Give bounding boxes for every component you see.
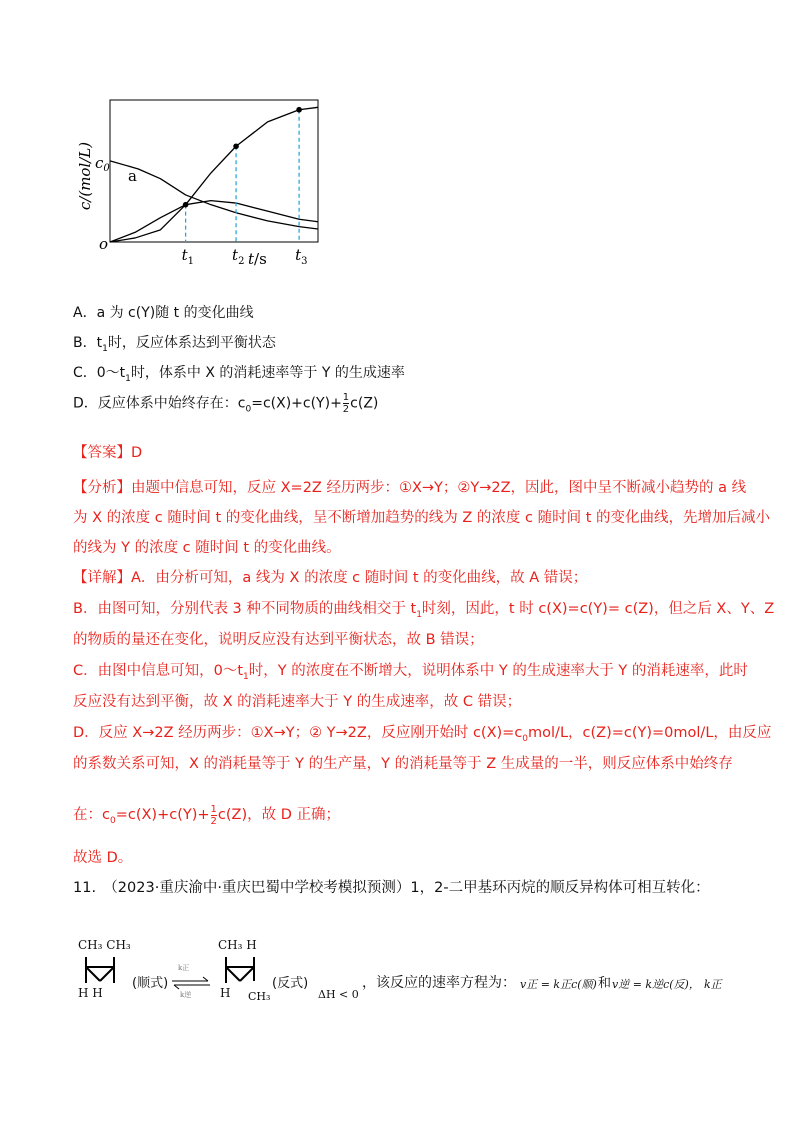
trans-top-groups: CH₃ H (218, 938, 257, 952)
cis-bottom-groups: H H (78, 986, 103, 1000)
detail-line-c1 (73, 659, 748, 682)
markers-group (183, 107, 302, 242)
c0-label: $c_0$ (95, 154, 110, 174)
detail-line-b1 (73, 597, 774, 620)
x-axis-label: t/s (248, 250, 267, 268)
tick-label-1: $t_1$ (181, 246, 195, 267)
option-d (73, 392, 378, 415)
curve-a-label: a (128, 167, 137, 185)
answer-label: 【答案】 (73, 445, 131, 461)
series-line-1 (110, 161, 318, 229)
detail-a-text: A．由分析可知，a 线为 X 的浓度 c 随时间 t 的变化曲线，故 A 错误； (131, 570, 588, 586)
trans-bottom-ch3: CH₃ (248, 990, 271, 1003)
c0-sub: 0 (103, 163, 110, 174)
option-b-post: 时，反应体系达到平衡状态 (107, 335, 276, 351)
tick-labels (182, 246, 308, 267)
detail-d3-num: 1 (210, 803, 217, 815)
option-d-num: 1 (342, 392, 350, 403)
marker-point-1 (183, 202, 189, 208)
option-d-pre: D．反应体系中始终存在：c (73, 395, 246, 412)
plot-frame (110, 100, 318, 242)
detail-d1-sub: 0 (522, 733, 529, 744)
detail-b1-sub: 1 (416, 609, 422, 620)
option-c-post: 时，体系中 X 的消耗速率等于 Y 的生成速率 (130, 365, 405, 381)
forward-rate-equation: v正 = k正c(顺) (520, 978, 597, 991)
rate-equation-intro: ，该反应的速率方程为： (362, 975, 516, 991)
tick-label-2: $t_2$ (232, 246, 245, 267)
series-line-3 (110, 107, 318, 242)
delta-h: ΔH < 0 (318, 988, 359, 1001)
detail-line-b2: 的物质的量还在变化，说明反应没有达到平衡状态，故 B 错误； (73, 632, 484, 648)
trans-cyclopropane-ring (222, 955, 262, 987)
question-11-line: 11. （2023·重庆渝中·重庆巴蜀中学校考模拟预测）1，2-二甲基环丙烷的顺反异构体可相互转化： (73, 880, 710, 896)
marker-point-3 (296, 107, 302, 113)
and-text: 和 (598, 976, 612, 991)
detail-c1-post: 时，Y 的浓度在不断增大，说明体系中 Y 的生成速率大于 Y 的消耗速率，此时 (248, 663, 748, 679)
reverse-rate-equation: v逆 = k逆c(反)， (612, 978, 700, 991)
option-d-den: 2 (342, 404, 350, 415)
detail-d3-mid: =c(X)+c(Y)+ (115, 807, 210, 823)
arrow-top-k: k正 (178, 964, 190, 972)
detail-d3-post: c(Z)，故 D 正确； (217, 807, 341, 823)
detail-b1-post: 时刻，因此，t 时 c(X)=c(Y)= c(Z)，但之后 X、Y、Z (421, 601, 775, 617)
detail-d3-sub: 0 (109, 815, 116, 826)
detail-line-c2: 反应没有达到平衡，故 X 的消耗速率大于 Y 的生成速率，故 C 错误； (73, 694, 522, 710)
analysis-line-2: 为 X 的浓度 c 随时间 t 的变化曲线，呈不断增加趋势的线为 Z 的浓度 c 随时间 t 的变化曲线，先增加后减小 (73, 510, 770, 526)
trans-bottom-h: H (220, 986, 231, 1000)
option-d-sub: 0 (245, 404, 252, 415)
tick-label-3: $t_3$ (295, 246, 308, 267)
option-c-sub: 1 (125, 373, 131, 384)
detail-d3-fraction (211, 804, 217, 827)
analysis-label: 【分析】 (73, 480, 131, 496)
detail-b1-pre: B．由图可知，分别代表 3 种不同物质的曲线相交于 t (73, 601, 417, 617)
detail-d3-den: 2 (210, 815, 217, 827)
analysis-line-1 (73, 476, 746, 497)
option-c (73, 362, 405, 384)
trans-label: (反式) (272, 976, 309, 991)
y-axis-label: c/(mol/L) (76, 141, 94, 211)
option-b-pre: B．t (73, 335, 103, 351)
detail-d1-post: mol/L，c(Z)=c(Y)=0mol/L，由反应 (528, 725, 772, 741)
detail-line-d3 (73, 803, 340, 827)
analysis-line-3: 的线为 Y 的浓度 c 随时间 t 的变化曲线。 (73, 540, 341, 556)
option-a: A．a 为 c(Y)随 t 的变化曲线 (73, 305, 254, 321)
k-forward: k正 (704, 978, 722, 991)
conclusion-line: 故选 D。 (73, 850, 133, 866)
option-d-mid: =c(X)+c(Y)+ (251, 395, 342, 412)
option-c-pre: C．0～t (73, 365, 126, 381)
analysis-text-1: 由题中信息可知，反应 X=2Z 经历两步：①X→Y；②Y→2Z，因此，图中呈不断减小趋势的 a 线 (131, 480, 747, 496)
cis-label: (顺式) (132, 976, 169, 991)
marker-point-2 (233, 143, 239, 149)
detail-c1-sub: 1 (243, 671, 249, 682)
cis-top-groups: CH₃ CH₃ (78, 938, 131, 952)
answer-value: D (131, 445, 143, 461)
detail-d1-pre: D．反应 X→2Z 经历两步：①X→Y；② Y→2Z，反应刚开始时 c(X)=c (73, 725, 523, 741)
origin-label: o (99, 235, 109, 253)
option-d-fraction (343, 392, 349, 415)
detail-line-a (73, 566, 587, 587)
arrow-bottom-k: k逆 (180, 991, 192, 999)
detail-label: 【详解】 (73, 570, 131, 586)
answer-line (73, 441, 142, 462)
detail-line-d2: 的系数关系可知，X 的消耗量等于 Y 的生产量，Y 的消耗量等于 Z 生成量的一半，则反应体系中始终存 (73, 756, 733, 772)
option-b (73, 332, 276, 354)
option-b-sub: 1 (102, 343, 108, 354)
detail-d3-pre: 在：c (73, 807, 110, 823)
option-d-post: c(Z) (350, 395, 379, 412)
series-group (110, 107, 318, 242)
detail-line-d1 (73, 721, 771, 744)
detail-c1-pre: C．由图中信息可知，0～t (73, 663, 244, 679)
cis-cyclopropane-ring (82, 955, 122, 987)
concentration-time-chart (60, 80, 340, 280)
